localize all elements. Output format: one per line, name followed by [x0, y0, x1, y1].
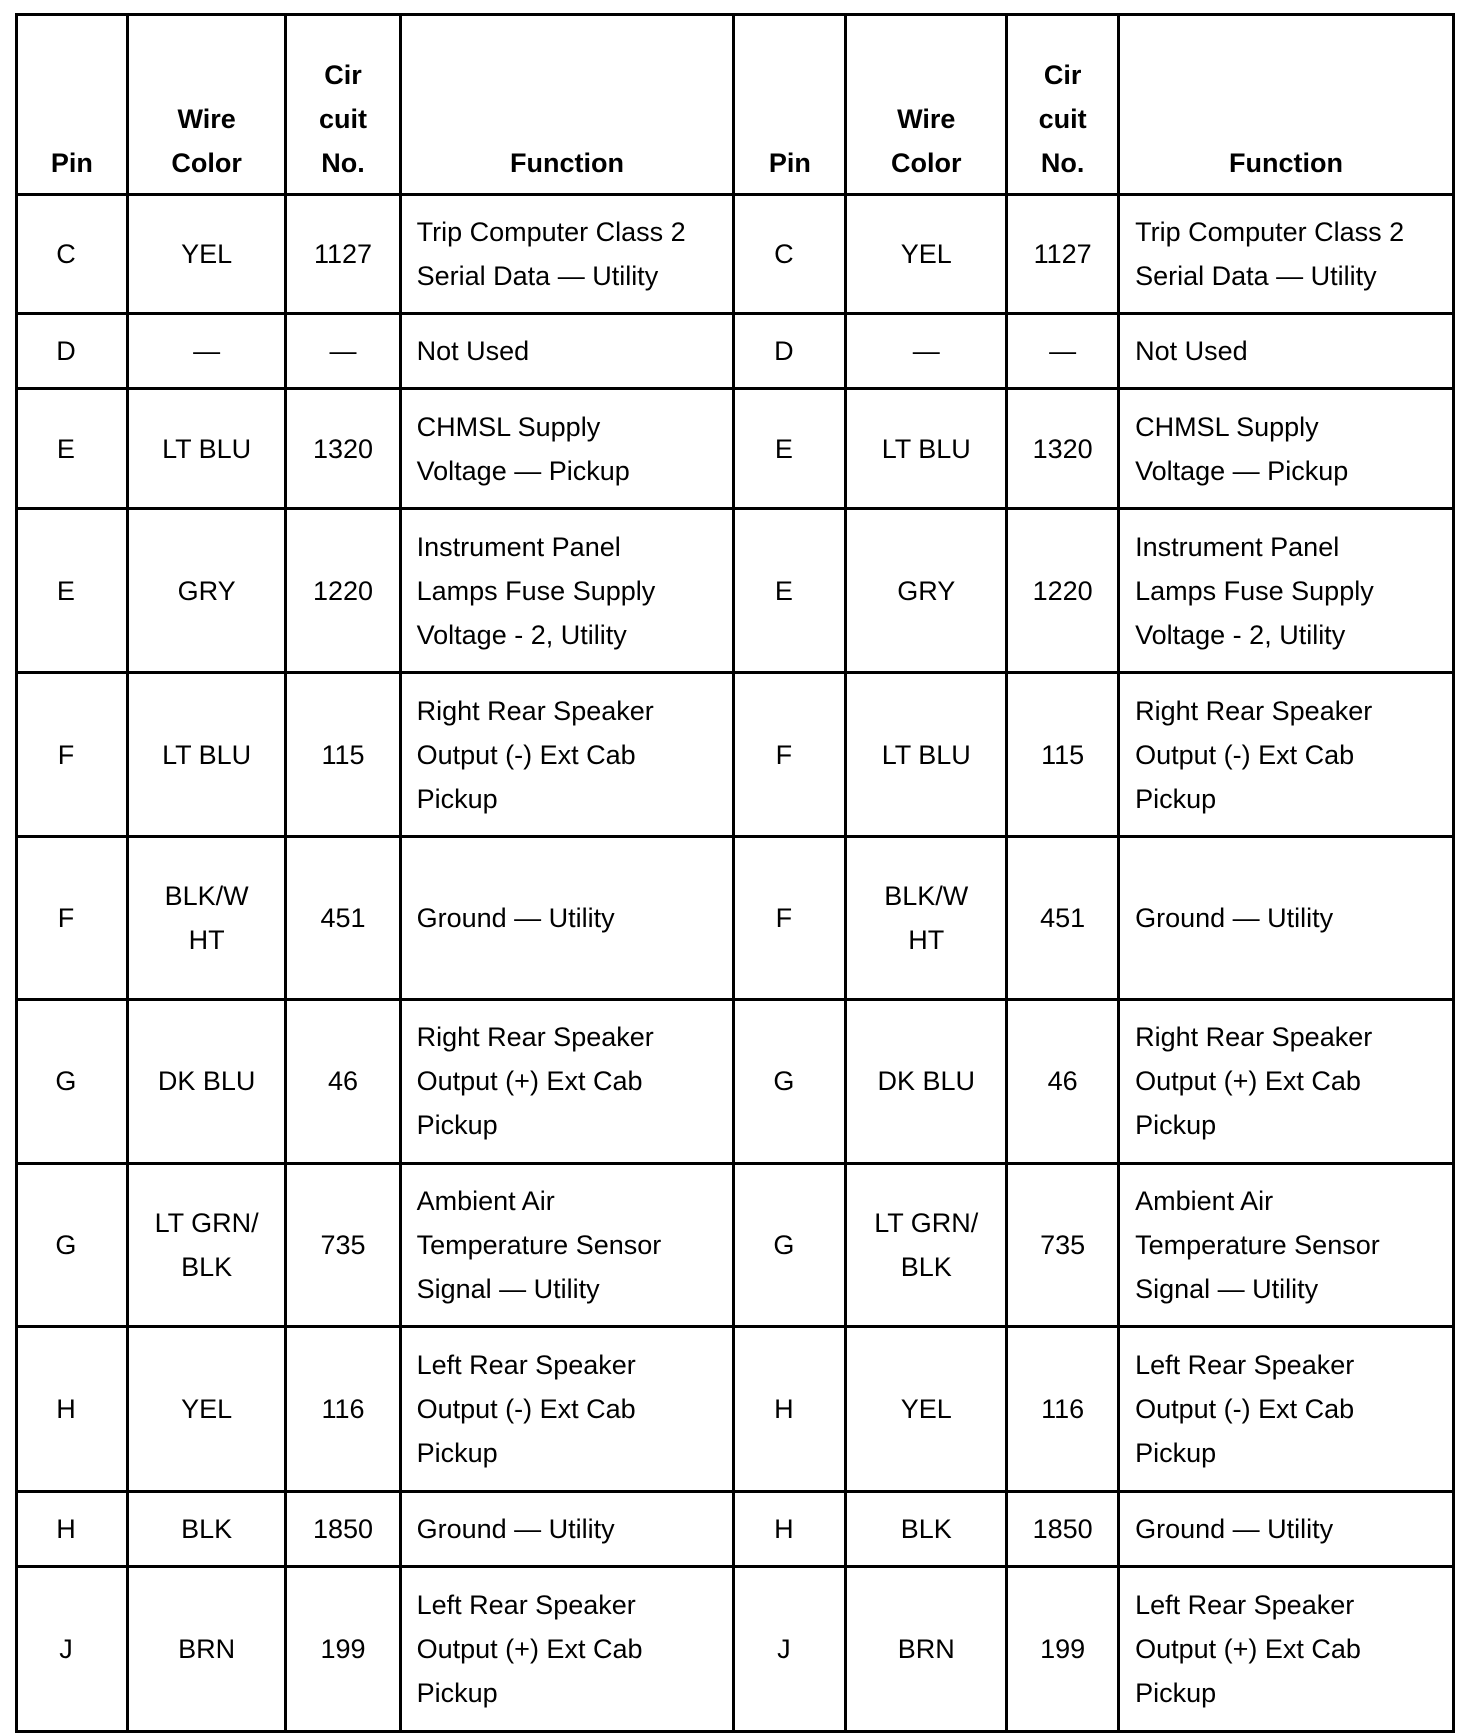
function-cell-left [400, 1567, 734, 1732]
function-line: Temperature Sensor [1135, 1230, 1380, 1261]
function-cell-right [1119, 313, 1454, 389]
function-line: Ambient Air [416, 1186, 555, 1217]
function-line: Ground — Utility [1135, 1514, 1334, 1545]
pin-cell-right: J [734, 1567, 846, 1732]
function-cell-left [400, 1327, 734, 1491]
wire-color-cell-left [127, 837, 286, 999]
function-cell-left [400, 1164, 734, 1327]
function-line: CHMSL Supply [1135, 411, 1319, 442]
function-line: Signal — Utility [416, 1274, 600, 1305]
circuit-no-cell-left: 115 [286, 672, 400, 836]
table-row [17, 672, 1454, 836]
function-cell-right [1119, 837, 1454, 999]
function-line: Left Rear Speaker [1135, 1590, 1355, 1621]
function-cell-right [1119, 999, 1454, 1163]
function-cell-left [400, 195, 734, 314]
header-label-line: Function [510, 148, 624, 178]
header-label-line: Color [890, 148, 962, 178]
circuit-no-cell-left: 451 [286, 837, 400, 999]
wire-color-cell-left [127, 999, 286, 1163]
function-cell-right [1119, 672, 1454, 836]
wire-color-cell-right [846, 837, 1007, 999]
function-cell-right [1119, 195, 1454, 314]
wire-color-line: YEL [181, 1394, 233, 1425]
wire-color-cell-right [846, 389, 1007, 509]
wire-color-cell-right [846, 195, 1007, 314]
function-line: Left Rear Speaker [1135, 1350, 1355, 1381]
function-line: Output (-) Ext Cab [1135, 1394, 1355, 1425]
wire-color-line: LT BLU [881, 739, 971, 770]
function-line: Left Rear Speaker [416, 1590, 636, 1621]
circuit-no-cell-left: 1850 [286, 1491, 400, 1567]
wire-color-cell-right [846, 313, 1007, 389]
circuit-no-cell-right: 1127 [1007, 195, 1119, 314]
pin-cell-left: C [17, 195, 128, 314]
circuit-no-cell-left: 1320 [286, 389, 400, 509]
header-label-line: Color [171, 148, 242, 178]
circuit-no-cell-right: 1320 [1007, 389, 1119, 509]
function-line: Lamps Fuse Supply [1135, 575, 1374, 606]
function-line: Voltage — Pickup [416, 455, 630, 486]
header-function-left [400, 15, 734, 195]
wire-color-line: — [193, 336, 221, 367]
table-row [17, 1567, 1454, 1732]
header-label-line: No. [321, 148, 365, 178]
table-row [17, 389, 1454, 509]
function-line: Pickup [1135, 783, 1217, 814]
table-row [17, 999, 1454, 1163]
header-label-line: Cir [1043, 60, 1082, 90]
header-function-right [1119, 15, 1454, 195]
function-cell-right [1119, 1327, 1454, 1491]
function-line: CHMSL Supply [416, 411, 601, 442]
wire-color-cell-left [127, 389, 286, 509]
function-line: Temperature Sensor [416, 1230, 662, 1261]
function-line: Left Rear Speaker [416, 1350, 636, 1381]
table-row [17, 195, 1454, 314]
wire-color-line: BLK [181, 1514, 233, 1545]
wire-color-line: GRY [897, 575, 956, 606]
wire-color-line: YEL [900, 1394, 952, 1425]
wire-color-cell-right [846, 1567, 1007, 1732]
circuit-no-cell-left: 199 [286, 1567, 400, 1732]
function-line: Ground — Utility [416, 1514, 615, 1545]
table-row [17, 1164, 1454, 1327]
function-line: Ground — Utility [416, 902, 615, 933]
function-line: Right Rear Speaker [1135, 1022, 1373, 1053]
function-cell-left [400, 509, 734, 672]
wire-color-cell-left [127, 1491, 286, 1567]
pin-cell-left: H [17, 1327, 128, 1491]
function-cell-right [1119, 1491, 1454, 1567]
function-line: Not Used [1135, 336, 1248, 367]
function-line: Pickup [1135, 1678, 1217, 1709]
circuit-no-cell-right: 115 [1007, 672, 1119, 836]
pin-cell-left: E [17, 389, 128, 509]
wire-color-cell-left [127, 1327, 286, 1491]
header-circuit-no-left [286, 15, 400, 195]
wire-color-cell-right [846, 1164, 1007, 1327]
wire-color-line: BLK [181, 1252, 233, 1283]
function-line: Not Used [416, 336, 530, 367]
function-line: Trip Computer Class 2 [1135, 216, 1405, 247]
wire-color-cell-right [846, 672, 1007, 836]
header-pin-left [17, 15, 128, 195]
header-label-line: Pin [768, 148, 811, 178]
function-line: Ground — Utility [1135, 902, 1334, 933]
pin-cell-left: D [17, 313, 128, 389]
circuit-no-cell-right: 199 [1007, 1567, 1119, 1732]
wire-color-cell-right [846, 509, 1007, 672]
function-line: Output (+) Ext Cab [1135, 1634, 1361, 1665]
pin-cell-right: E [734, 389, 846, 509]
function-line: Pickup [416, 1438, 498, 1469]
wire-color-line: BRN [897, 1634, 955, 1665]
function-line: Instrument Panel [416, 531, 621, 562]
circuit-no-cell-left: — [286, 313, 400, 389]
function-line: Pickup [1135, 1110, 1217, 1141]
wire-color-cell-left [127, 1567, 286, 1732]
pin-cell-right: C [734, 195, 846, 314]
circuit-no-cell-right: 1850 [1007, 1491, 1119, 1567]
header-label-line: No. [1040, 148, 1085, 178]
function-cell-left [400, 313, 734, 389]
pin-cell-right: H [734, 1491, 846, 1567]
function-cell-left [400, 999, 734, 1163]
function-line: Right Rear Speaker [1135, 695, 1373, 726]
circuit-no-cell-right: — [1007, 313, 1119, 389]
circuit-no-cell-right: 735 [1007, 1164, 1119, 1327]
function-cell-left [400, 1491, 734, 1567]
wire-color-cell-right [846, 1491, 1007, 1567]
wire-color-line: GRY [177, 575, 236, 606]
circuit-no-cell-left: 735 [286, 1164, 400, 1327]
pin-cell-left: G [17, 999, 128, 1163]
wire-color-line: BLK/W [164, 880, 249, 911]
function-cell-right [1119, 1164, 1454, 1327]
table-row [17, 509, 1454, 672]
pin-cell-right: H [734, 1327, 846, 1491]
function-line: Ambient Air [1135, 1186, 1274, 1217]
header-label-line: Pin [50, 148, 93, 178]
function-line: Output (+) Ext Cab [416, 1634, 643, 1665]
pin-cell-right: G [734, 1164, 846, 1327]
wire-color-line: LT BLU [881, 433, 971, 464]
wire-color-line: — [912, 336, 940, 367]
wire-color-line: LT BLU [162, 739, 252, 770]
function-line: Output (-) Ext Cab [1135, 739, 1355, 770]
circuit-no-cell-right: 46 [1007, 999, 1119, 1163]
pin-cell-right: F [734, 837, 846, 999]
wire-color-line: LT GRN/ [154, 1208, 259, 1239]
function-line: Right Rear Speaker [416, 1022, 654, 1053]
function-line: Pickup [1135, 1438, 1217, 1469]
pin-cell-left: E [17, 509, 128, 672]
wire-color-cell-left [127, 313, 286, 389]
function-cell-left [400, 837, 734, 999]
pin-cell-right: E [734, 509, 846, 672]
circuit-no-cell-left: 46 [286, 999, 400, 1163]
wire-color-line: YEL [900, 238, 952, 269]
wire-color-line: LT BLU [162, 433, 252, 464]
pin-cell-left: J [17, 1567, 128, 1732]
header-label-line: Cir [324, 60, 362, 90]
wire-color-cell-left [127, 1164, 286, 1327]
wire-color-cell-left [127, 509, 286, 672]
wire-color-cell-right [846, 999, 1007, 1163]
header-circuit-no-right [1007, 15, 1119, 195]
table-body [17, 195, 1454, 1732]
function-cell-right [1119, 389, 1454, 509]
function-line: Voltage — Pickup [1135, 455, 1349, 486]
wire-color-cell-left [127, 195, 286, 314]
function-cell-left [400, 672, 734, 836]
wire-color-line: DK BLU [157, 1066, 256, 1097]
function-line: Output (-) Ext Cab [416, 739, 636, 770]
wire-color-cell-right [846, 1327, 1007, 1491]
pin-cell-right: F [734, 672, 846, 836]
function-line: Lamps Fuse Supply [416, 575, 656, 606]
pin-cell-left: F [17, 672, 128, 836]
function-line: Output (-) Ext Cab [416, 1394, 636, 1425]
table-row [17, 313, 1454, 389]
header-wire-color-left [127, 15, 286, 195]
function-line: Output (+) Ext Cab [1135, 1066, 1361, 1097]
wire-color-line: YEL [181, 238, 233, 269]
wire-color-line: BLK [900, 1514, 952, 1545]
pin-cell-right: D [734, 313, 846, 389]
header-label-line: cuit [319, 104, 368, 134]
function-line: Serial Data — Utility [416, 260, 659, 291]
circuit-no-cell-right: 1220 [1007, 509, 1119, 672]
header-label-line: Function [1229, 148, 1344, 178]
table-row [17, 1327, 1454, 1491]
circuit-no-cell-left: 1127 [286, 195, 400, 314]
wire-color-line: BLK [900, 1252, 952, 1283]
circuit-no-cell-right: 116 [1007, 1327, 1119, 1491]
pin-cell-left: G [17, 1164, 128, 1327]
function-line: Pickup [416, 1110, 498, 1141]
function-line: Pickup [416, 783, 498, 814]
wire-color-line: BRN [178, 1634, 236, 1665]
table-row [17, 837, 1454, 999]
wire-color-cell-left [127, 672, 286, 836]
wire-color-line: DK BLU [877, 1066, 975, 1097]
header-label-line: Wire [177, 104, 236, 134]
function-cell-left [400, 389, 734, 509]
table-row [17, 1491, 1454, 1567]
circuit-no-cell-left: 116 [286, 1327, 400, 1491]
function-line: Serial Data — Utility [1135, 260, 1377, 291]
circuit-no-cell-right: 451 [1007, 837, 1119, 999]
function-line: Right Rear Speaker [416, 695, 654, 726]
header-row [17, 15, 1454, 195]
function-cell-right [1119, 509, 1454, 672]
function-line: Trip Computer Class 2 [416, 216, 686, 247]
function-line: Pickup [416, 1678, 498, 1709]
function-line: Signal — Utility [1135, 1274, 1319, 1305]
function-line: Instrument Panel [1135, 531, 1340, 562]
function-line: Voltage - 2, Utility [1135, 619, 1346, 650]
wire-color-line: HT [908, 924, 945, 955]
pin-cell-left: F [17, 837, 128, 999]
function-cell-right [1119, 1567, 1454, 1732]
header-label-line: Wire [897, 104, 956, 134]
wire-color-line: HT [188, 924, 225, 955]
header-wire-color-right [846, 15, 1007, 195]
function-line: Voltage - 2, Utility [416, 619, 627, 650]
pin-cell-left: H [17, 1491, 128, 1567]
wire-color-line: BLK/W [884, 880, 969, 911]
wire-color-line: LT GRN/ [874, 1208, 979, 1239]
header-pin-right [734, 15, 846, 195]
header-label-line: cuit [1038, 104, 1087, 134]
pinout-table [15, 13, 1455, 1733]
function-line: Output (+) Ext Cab [416, 1066, 643, 1097]
pin-cell-right: G [734, 999, 846, 1163]
circuit-no-cell-left: 1220 [286, 509, 400, 672]
